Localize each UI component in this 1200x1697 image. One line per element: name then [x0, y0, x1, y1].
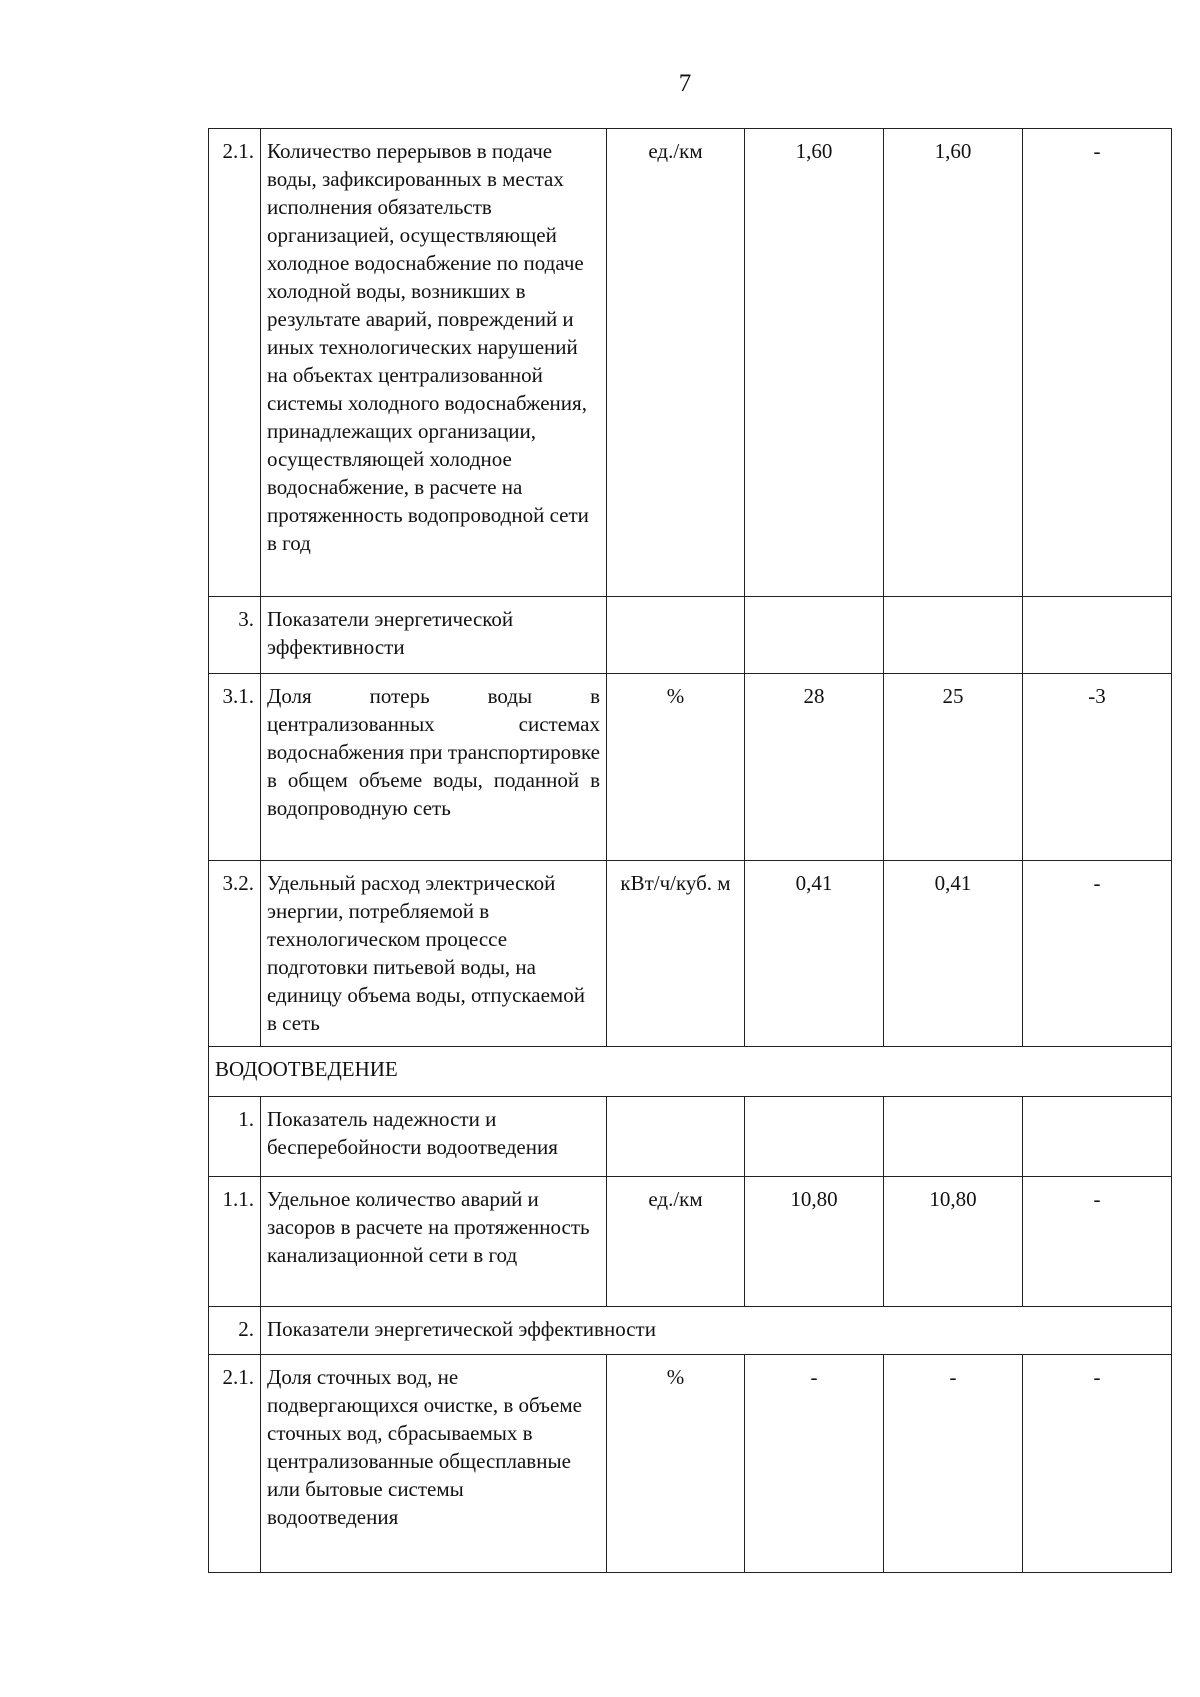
indicator-name: Доля потерь воды в централизованных системах водоснабжения при транспортировке в общем объеме воды, поданной в водопроводную сеть: [261, 674, 607, 861]
row-number: 1.1.: [209, 1177, 261, 1307]
unit-cell: кВт/ч/куб. м: [607, 861, 745, 1047]
change-cell: -: [1023, 1355, 1172, 1573]
indicator-name: Удельный расход электрической энергии, потребляемой в технологическом процессе подготовки питьевой воды, на единицу объема воды, отпускаемой в сеть: [261, 861, 607, 1047]
indicator-name: Показатели энергетической эффективности: [261, 597, 607, 674]
indicator-name: Доля сточных вод, не подвергающихся очистке, в объеме сточных вод, сбрасываемых в централизованные общесплавные или бытовые системы водоотведения: [261, 1355, 607, 1573]
table-row: [209, 674, 1172, 861]
unit-cell: ед./км: [607, 129, 745, 597]
value-cell: 10,80: [745, 1177, 884, 1307]
change-cell: [1023, 597, 1172, 674]
unit-cell: [607, 1097, 745, 1177]
indicator-name: Количество перерывов в подаче воды, зафиксированных в местах исполнения обязательств организацией, осуществляющей холодное водоснабжение по подаче холодной воды, возникших в результате аварий, повреждений и иных технологических нарушений на объектах централизованной системы холодного водоснабжения, принадлежащих организации, осуществляющей холодное водоснабжение, в расчете на протяженность водопроводной сети в год: [261, 129, 607, 597]
table-row: [209, 129, 1172, 597]
value-cell: -: [884, 1355, 1023, 1573]
value-cell: 0,41: [745, 861, 884, 1047]
page-number: 7: [678, 70, 692, 97]
unit-cell: %: [607, 674, 745, 861]
unit-cell: %: [607, 1355, 745, 1573]
section-title: ВОДООТВЕДЕНИЕ: [209, 1047, 1172, 1097]
row-number: 2.1.: [209, 129, 261, 597]
change-cell: [1023, 1097, 1172, 1177]
value-cell: 25: [884, 674, 1023, 861]
row-number: 2.: [209, 1307, 261, 1355]
row-number: 3.: [209, 597, 261, 674]
value-cell: 28: [745, 674, 884, 861]
row-number: 1.: [209, 1097, 261, 1177]
table-row: [209, 1355, 1172, 1573]
value-cell: [884, 597, 1023, 674]
table-row: [209, 1307, 1172, 1355]
row-number: 2.1.: [209, 1355, 261, 1573]
value-cell: 10,80: [884, 1177, 1023, 1307]
indicator-name: Показатели энергетической эффективности: [261, 1307, 1172, 1355]
value-cell: [745, 597, 884, 674]
indicator-name: Показатель надежности и бесперебойности водоотведения: [261, 1097, 607, 1177]
change-cell: -3: [1023, 674, 1172, 861]
section-row: [209, 1047, 1172, 1097]
indicator-name: Удельное количество аварий и засоров в расчете на протяженность канализационной сети в год: [261, 1177, 607, 1307]
table-row: [209, 1097, 1172, 1177]
value-cell: 1,60: [884, 129, 1023, 597]
row-number: 3.1.: [209, 674, 261, 861]
value-cell: [745, 1097, 884, 1177]
table-row: [209, 861, 1172, 1047]
table-row: [209, 1177, 1172, 1307]
indicators-table: [208, 128, 1172, 1573]
value-cell: -: [745, 1355, 884, 1573]
unit-cell: [607, 597, 745, 674]
value-cell: [884, 1097, 1023, 1177]
table-row: [209, 597, 1172, 674]
unit-cell: ед./км: [607, 1177, 745, 1307]
change-cell: -: [1023, 861, 1172, 1047]
value-cell: 0,41: [884, 861, 1023, 1047]
row-number: 3.2.: [209, 861, 261, 1047]
change-cell: -: [1023, 1177, 1172, 1307]
value-cell: 1,60: [745, 129, 884, 597]
change-cell: -: [1023, 129, 1172, 597]
